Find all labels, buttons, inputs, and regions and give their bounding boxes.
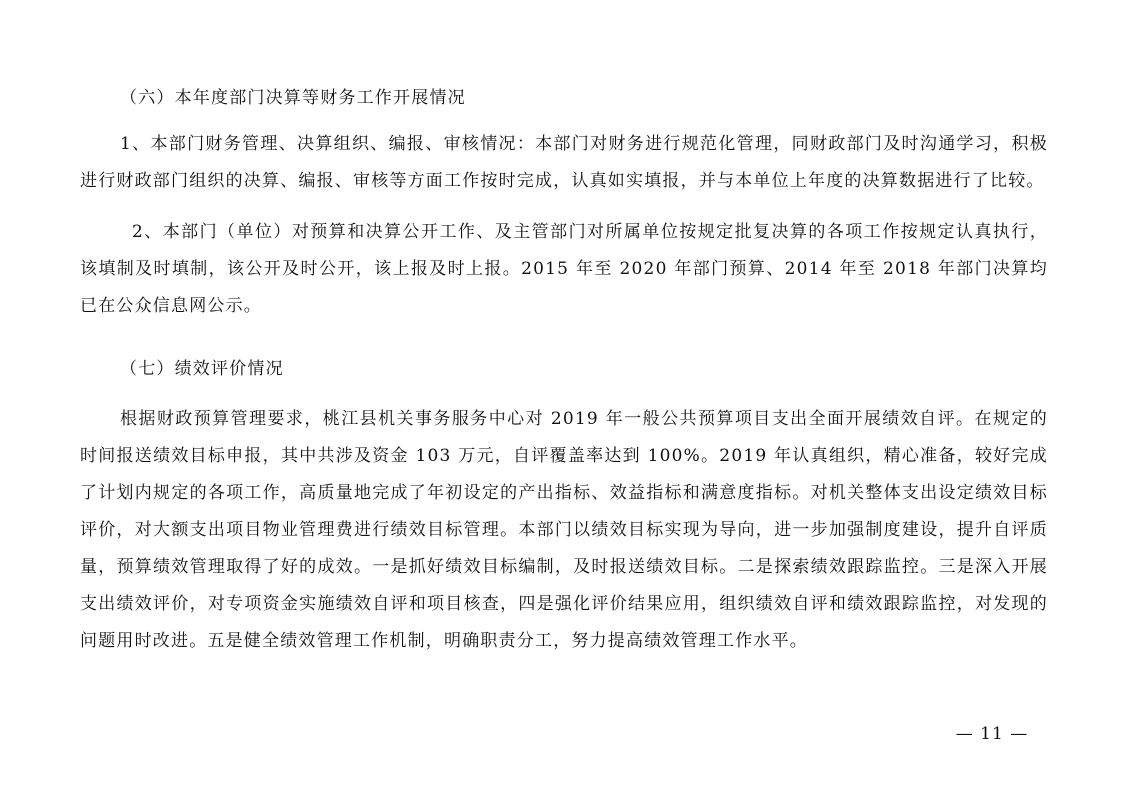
section-heading-6: （六）本年度部门决算等财务工作开展情况 bbox=[120, 88, 466, 108]
paragraph-budget-disclosure: 2、本部门（单位）对预算和决算公开工作、及主管部门对所属单位按规定批复决算的各项工作按规定认真执行，该填制及时填制，该公开及时公开，该上报及时上报。2015 年至 2020 年部门预算、2014 年至 2018 年部门决算均已在公众信息网公示。 bbox=[80, 222, 1048, 316]
section-heading-7: （七）绩效评价情况 bbox=[120, 359, 284, 379]
paragraph-finance-management: 1、本部门财务管理、决算组织、编报、审核情况：本部门对财务进行规范化管理，同财政部门及时沟通学习，积极进行财政部门组织的决算、编报、审核等方面工作按时完成，认真如实填报，并与本单位上年度的决算数据进行了比较。 bbox=[80, 134, 1048, 191]
paragraph-performance-evaluation: 根据财政预算管理要求，桃江县机关事务服务中心对 2019 年一般公共预算项目支出全面开展绩效自评。在规定的时间报送绩效目标申报，其中共涉及资金 103 万元，自评覆盖率达到 100%。2019 年认真组织，精心准备，较好完成了计划内规定的各项工作，高质量地完成了年初设定的产出指标、效益指标和满意度指标。对机关整体支出设定绩效目标评价，对大额支出项目物业管理费进行绩效目标管理。本部门以绩效目标实现为导向，进一步加强制度建设，提升自评质量，预算绩效管理取得了好的成效。一是抓好绩效目标编制，及时报送绩效目标。二是探索绩效跟踪监控。三是深入开展支出绩效评价，对专项资金实施绩效自评和项目核查，四是强化评价结果应用，组织绩效自评和绩效跟踪监控，对发现的问题用时改进。五是健全绩效管理工作机制，明确职责分工，努力提高绩效管理工作水平。 bbox=[80, 409, 1048, 651]
page-number: — 11 — bbox=[955, 724, 1029, 744]
